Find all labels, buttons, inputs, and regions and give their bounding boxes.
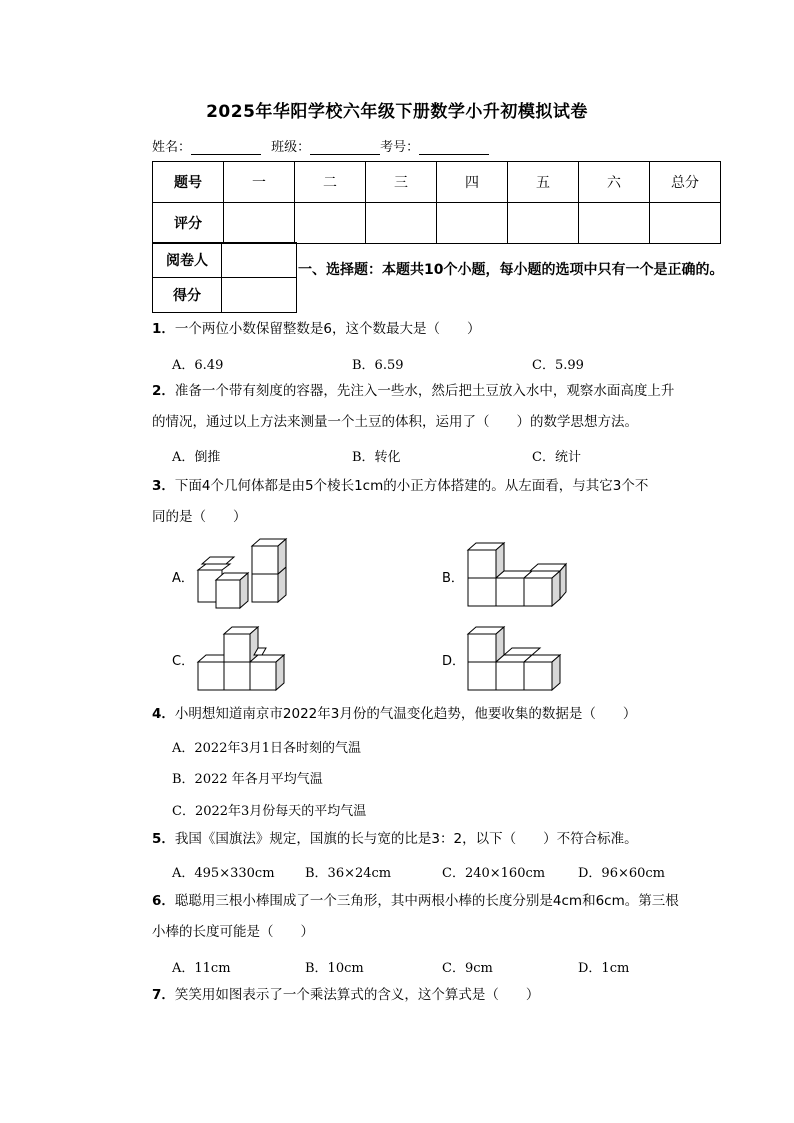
- cube-figure-c: [194, 624, 294, 694]
- question-1: [152, 314, 481, 345]
- score-input[interactable]: [295, 203, 366, 244]
- q2-option-a[interactable]: A．倒推: [172, 450, 221, 465]
- question-6: [152, 886, 679, 917]
- q5-option-a[interactable]: A．495×330cm: [172, 866, 275, 881]
- question-2-line2: 的情况，通过以上方法来测量一个土豆的体积，运用了（ ）的数学思想方法。: [152, 414, 638, 430]
- score-table: [152, 161, 721, 244]
- question-text: 一个两位小数保留整数是6，这个数最大是（ ）: [174, 321, 481, 337]
- score-input[interactable]: [579, 203, 650, 244]
- question-text: 准备一个带有刻度的容器，先注入一些水，然后把土豆放入水中，观察水面高度上升: [174, 383, 675, 399]
- q4-option-b[interactable]: B．2022 年各月平均气温: [172, 772, 323, 787]
- q3-option-d[interactable]: D．: [442, 654, 466, 669]
- name-label: 姓名：: [152, 140, 192, 155]
- q2-option-b[interactable]: B．转化: [352, 450, 401, 465]
- score-input[interactable]: [508, 203, 579, 244]
- q6-option-b[interactable]: B．10cm: [305, 961, 364, 976]
- question-number: 1．: [152, 321, 175, 337]
- class-label: 班级：: [271, 140, 311, 155]
- question-text: 小明想知道南京市2022年3月份的气温变化趋势，他要收集的数据是（ ）: [174, 706, 637, 722]
- cube-figure-d: [464, 624, 564, 694]
- score-cell-q4: 四: [437, 162, 508, 203]
- question-text: 聪聪用三根小棒围成了一个三角形，其中两根小棒的长度分别是4cm和6cm。第三根: [174, 893, 679, 909]
- question-3-line2: 同的是（ ）: [152, 509, 247, 525]
- score-value-row: [153, 203, 721, 244]
- exam-no-label: 考号：: [380, 140, 420, 155]
- q2-option-c[interactable]: C．统计: [532, 450, 581, 465]
- student-info: [152, 136, 489, 155]
- q3-option-a[interactable]: A．: [172, 571, 194, 586]
- score-cell-total: 总分: [650, 162, 721, 203]
- score-cell-q3: 三: [366, 162, 437, 203]
- question-3: [152, 471, 648, 502]
- score-row-label: 评分: [153, 203, 224, 244]
- score-cell-q1: 一: [224, 162, 295, 203]
- question-number: 2．: [152, 383, 175, 399]
- q5-option-d[interactable]: D．96×60cm: [578, 866, 666, 881]
- score-header-row: [153, 162, 721, 203]
- q5-option-c[interactable]: C．240×160cm: [442, 866, 546, 881]
- q4-option-a[interactable]: A．2022年3月1日各时刻的气温: [172, 741, 362, 756]
- question-number: 4．: [152, 706, 175, 722]
- cube-figure-b: [464, 540, 574, 612]
- score-cell-header: 题号: [153, 162, 224, 203]
- name-blank[interactable]: [191, 140, 261, 155]
- grader-table: [152, 242, 297, 313]
- q1-option-c[interactable]: C．5.99: [532, 358, 584, 373]
- question-number: 5．: [152, 831, 175, 847]
- grader-score-label: 得分: [153, 278, 222, 313]
- question-5: [152, 824, 638, 855]
- cube-figure-a: [194, 536, 294, 614]
- section-heading: 一、选择题：本题共10个小题，每小题的选项中只有一个是正确的。: [298, 262, 724, 278]
- score-cell-q5: 五: [508, 162, 579, 203]
- q6-option-c[interactable]: C．9cm: [442, 961, 493, 976]
- question-2: [152, 376, 674, 407]
- q1-option-a[interactable]: A．6.49: [172, 358, 224, 373]
- q6-option-a[interactable]: A．11cm: [172, 961, 231, 976]
- q3-option-b[interactable]: B．: [442, 571, 464, 586]
- question-number: 3．: [152, 478, 175, 494]
- grader-score-input[interactable]: [222, 278, 297, 313]
- question-4: [152, 699, 636, 730]
- question-text: 我国《国旗法》规定，国旗的长与宽的比是3：2，以下（ ）不符合标准。: [174, 831, 638, 847]
- score-input[interactable]: [650, 203, 721, 244]
- q5-option-b[interactable]: B．36×24cm: [305, 866, 392, 881]
- q1-option-b[interactable]: B．6.59: [352, 358, 404, 373]
- score-cell-q6: 六: [579, 162, 650, 203]
- reviewer-input[interactable]: [222, 243, 297, 278]
- question-number: 6．: [152, 893, 175, 909]
- q3-option-c[interactable]: C．: [172, 654, 195, 669]
- question-6-line2: 小棒的长度可能是（ ）: [152, 924, 314, 940]
- q4-option-c[interactable]: C．2022年3月份每天的平均气温: [172, 804, 367, 819]
- exam-no-blank[interactable]: [419, 140, 489, 155]
- exam-title: 2025年华阳学校六年级下册数学小升初模拟试卷: [206, 102, 588, 122]
- score-input[interactable]: [366, 203, 437, 244]
- score-cell-q2: 二: [295, 162, 366, 203]
- question-text: 笑笑用如图表示了一个乘法算式的含义，这个算式是（ ）: [174, 987, 540, 1003]
- score-input[interactable]: [224, 203, 295, 244]
- reviewer-label: 阅卷人: [153, 243, 222, 278]
- question-number: 7．: [152, 987, 175, 1003]
- score-input[interactable]: [437, 203, 508, 244]
- question-7: [152, 980, 539, 1011]
- q6-option-d[interactable]: D．1cm: [578, 961, 630, 976]
- class-blank[interactable]: [310, 140, 380, 155]
- question-text: 下面4个几何体都是由5个棱长1cm的小正方体搭建的。从左面看，与其它3个不: [174, 478, 649, 494]
